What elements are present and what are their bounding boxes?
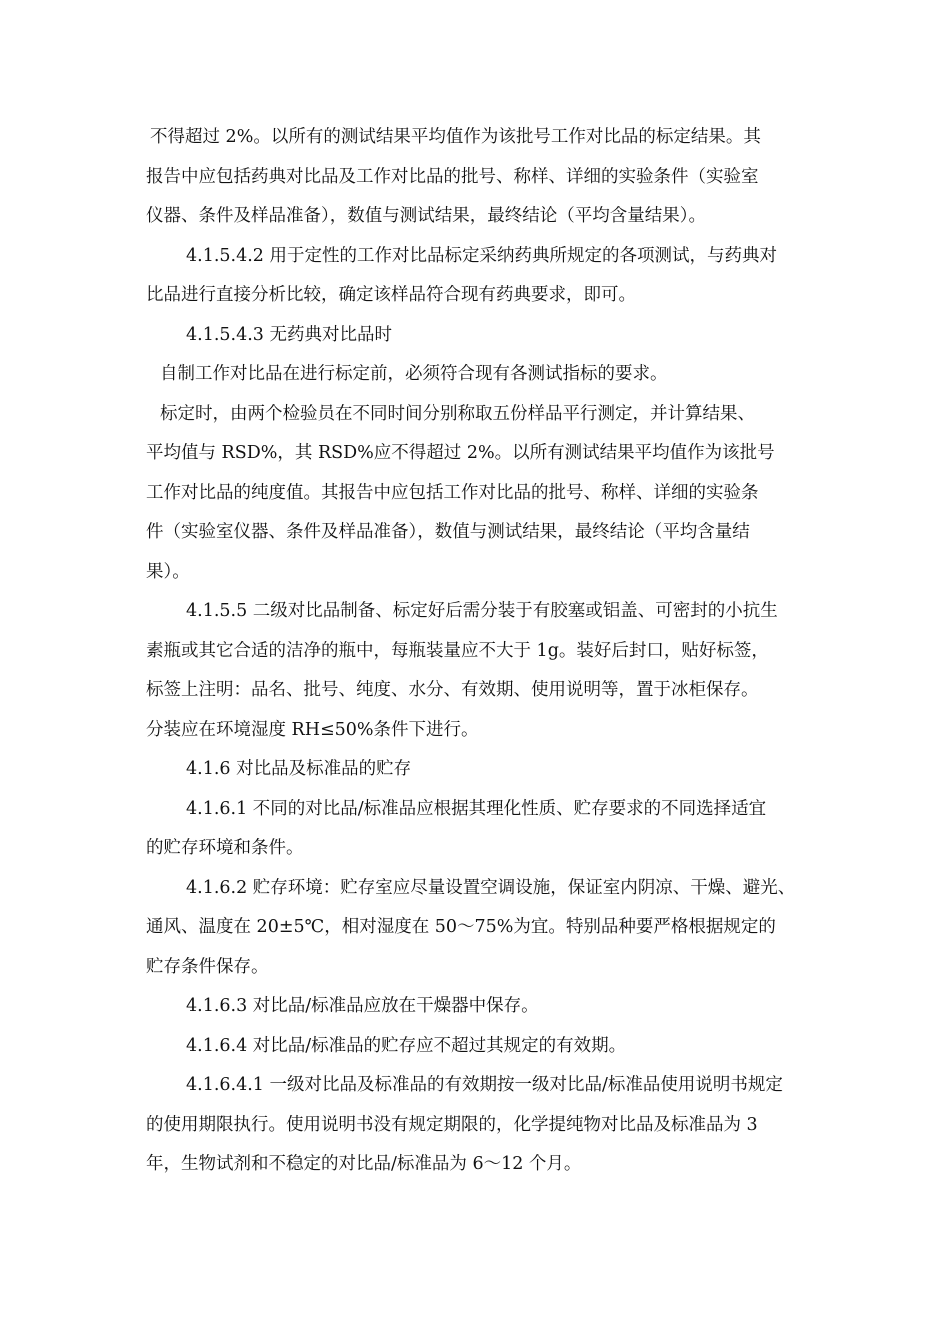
paragraph bbox=[146, 1027, 826, 1067]
text-line: 的使用期限执行。使用说明书没有规定期限的，化学提纯物对比品及标准品为 3 bbox=[146, 1114, 758, 1135]
text-line: 不得超过 2%。以所有的测试结果平均值作为该批号工作对比品的标定结果。其 bbox=[150, 127, 761, 147]
text-line: 通风、温度在 20±5℃，相对湿度在 50～75%为宜。特别品种要严格根据规定的 bbox=[146, 917, 776, 937]
document-body bbox=[146, 118, 826, 1185]
text-line: 4.1.6.3 对比品/标准品应放在干燥器中保存。 bbox=[186, 996, 539, 1016]
text-line: 件（实验室仪器、条件及样品准备），数值与测试结果，最终结论（平均含量结 bbox=[146, 522, 750, 542]
text-line: 的贮存环境和条件。 bbox=[146, 838, 304, 858]
paragraph bbox=[146, 118, 826, 237]
paragraph bbox=[146, 750, 826, 790]
text-line: 标签上注明：品名、批号、纯度、水分、有效期、使用说明等，置于冰柜保存。 bbox=[146, 680, 759, 700]
text-line: 报告中应包括药典对比品及工作对比品的批号、称样、详细的实验条件（实验室 bbox=[146, 166, 759, 187]
text-line: 4.1.5.5 二级对比品制备、标定好后需分装于有胶塞或铝盖、可密封的小抗生 bbox=[186, 601, 778, 621]
paragraph bbox=[146, 395, 826, 593]
text-line: 年，生物试剂和不稳定的对比品/标准品为 6～12 个月。 bbox=[146, 1154, 582, 1174]
text-line: 4.1.6.1 不同的对比品/标准品应根据其理化性质、贮存要求的不同选择适宜 bbox=[186, 798, 767, 819]
text-line: 比品进行直接分析比较，确定该样品符合现有药典要求，即可。 bbox=[146, 285, 636, 305]
paragraph bbox=[146, 237, 826, 316]
text-line: 4.1.6.4 对比品/标准品的贮存应不超过其规定的有效期。 bbox=[186, 1035, 627, 1056]
paragraph bbox=[146, 592, 826, 750]
text-line: 分装应在环境湿度 RH≤50%条件下进行。 bbox=[146, 719, 479, 740]
text-line: 素瓶或其它合适的洁净的瓶中，每瓶装量应不大于 1g。装好后封口，贴好标签， bbox=[146, 640, 769, 661]
text-line: 标定时，由两个检验员在不同时间分别称取五份样品平行测定，并计算结果、 bbox=[160, 403, 755, 424]
text-line: 工作对比品的纯度值。其报告中应包括工作对比品的批号、称样、详细的实验条 bbox=[146, 482, 759, 503]
paragraph bbox=[146, 1066, 826, 1185]
paragraph bbox=[146, 790, 826, 869]
text-line: 自制工作对比品在进行标定前，必须符合现有各测试指标的要求。 bbox=[160, 364, 668, 384]
text-line: 贮存条件保存。 bbox=[146, 956, 269, 977]
paragraph bbox=[146, 987, 826, 1027]
text-line: 果）。 bbox=[146, 561, 190, 582]
text-line: 4.1.5.4.3 无药典对比品时 bbox=[186, 324, 392, 345]
text-line: 仪器、条件及样品准备），数值与测试结果，最终结论（平均含量结果）。 bbox=[146, 206, 706, 226]
text-line: 4.1.6 对比品及标准品的贮存 bbox=[186, 759, 412, 779]
paragraph bbox=[146, 355, 826, 395]
text-line: 平均值与 RSD%，其 RSD%应不得超过 2%。以所有测试结果平均值作为该批号 bbox=[146, 443, 775, 463]
paragraph bbox=[146, 316, 826, 356]
paragraph bbox=[146, 869, 826, 988]
text-line: 4.1.5.4.2 用于定性的工作对比品标定采纳药典所规定的各项测试，与药典对 bbox=[186, 245, 777, 266]
text-line: 4.1.6.2 贮存环境：贮存室应尽量设置空调设施，保证室内阴凉、干燥、避光、 bbox=[186, 877, 796, 898]
text-line: 4.1.6.4.1 一级对比品及标准品的有效期按一级对比品/标准品使用说明书规定 bbox=[186, 1075, 783, 1095]
